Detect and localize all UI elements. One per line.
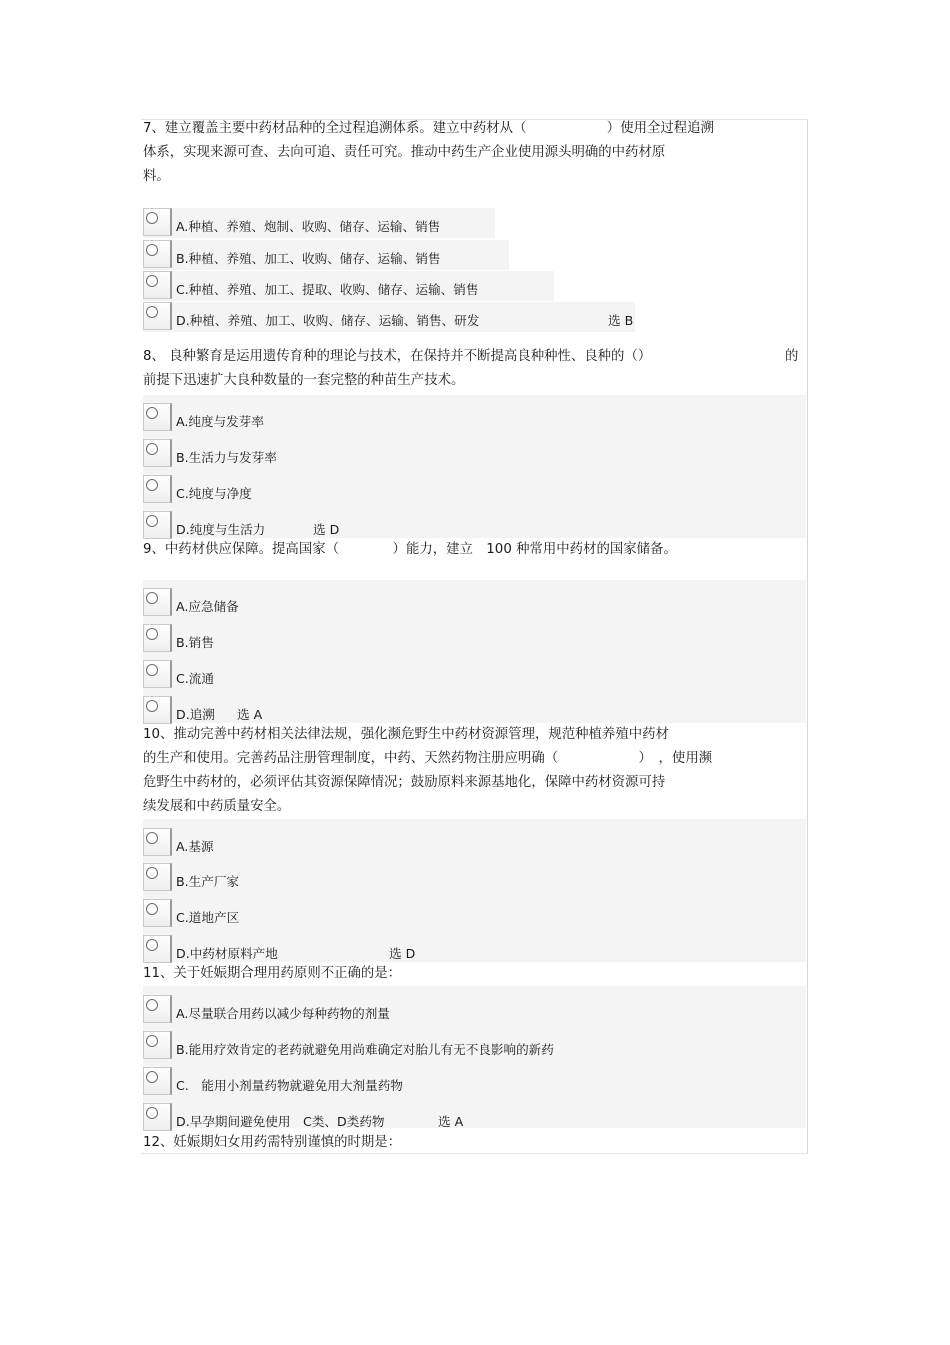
radio-button-icon[interactable] (143, 863, 172, 891)
option-label: C. 能用小剂量药物就避免用大剂量药物 (176, 1078, 403, 1093)
radio-button-icon[interactable] (143, 475, 172, 503)
question-line: 10、推动完善中药材相关法律法规，强化濒危野生中药材资源管理，规范种植养殖中药材 (143, 727, 669, 742)
option-label: C.种植、养殖、加工、提取、收购、储存、运输、销售 (176, 282, 479, 297)
answer-note: 选 A (438, 1114, 464, 1129)
question-line: 9、中药材供应保障。提高国家（ ）能力，建立 100 种常用中药材的国家储备。 (143, 542, 677, 557)
question-line: 续发展和中药质量安全。 (143, 799, 291, 814)
radio-button-icon[interactable] (143, 588, 172, 616)
radio-button-icon[interactable] (143, 208, 172, 236)
radio-button-icon[interactable] (143, 271, 172, 299)
option-label: B.销售 (176, 635, 214, 650)
question-10-text (143, 723, 712, 819)
radio-button-icon[interactable] (143, 624, 172, 652)
radio-button-icon[interactable] (143, 511, 172, 539)
question-line: 11、关于妊娠期合理用药原则不正确的是： (143, 966, 402, 981)
question-7-text (143, 117, 714, 189)
question-line: 料。 (143, 169, 170, 184)
option-label: B.生活力与发芽率 (176, 450, 277, 465)
question-8-text (143, 345, 651, 393)
option-label: D.种植、养殖、加工、收购、储存、运输、销售、研发 (176, 313, 480, 328)
option-label: B.种植、养殖、加工、收购、储存、运输、销售 (176, 251, 441, 266)
question-line: 的生产和使用。完善药品注册管理制度，中药、天然药物注册应明确（ ） ，使用濒 (143, 751, 713, 766)
option-label: A.种植、养殖、炮制、收购、储存、运输、销售 (176, 219, 441, 234)
option-label: D.追溯 (176, 707, 215, 722)
option-label: A.应急储备 (176, 599, 239, 614)
question-line: 7、建立覆盖主要中药材品种的全过程追溯体系。建立中药材从（ ）使用全过程追溯 (143, 121, 714, 136)
option-label: C.道地产区 (176, 910, 240, 925)
radio-button-icon[interactable] (143, 403, 172, 431)
question-line: 前提下迅速扩大良种数量的一套完整的种苗生产技术。 (143, 373, 465, 388)
answer-note: 选 B (608, 313, 634, 328)
option-label: A.尽量联合用药以减少每种药物的剂量 (176, 1006, 390, 1021)
option-label: D.纯度与生活力 (176, 522, 266, 537)
radio-button-icon[interactable] (143, 828, 172, 856)
option-label: A.基源 (176, 839, 214, 854)
radio-button-icon[interactable] (143, 439, 172, 467)
answer-note: 选 A (237, 707, 263, 722)
options-band (143, 819, 806, 962)
question-12-text (143, 1131, 401, 1155)
option-label: C.流通 (176, 671, 214, 686)
question-11-text (143, 962, 401, 986)
option-label: B.能用疗效肯定的老药就避免用尚难确定对胎儿有无不良影响的新药 (176, 1042, 554, 1057)
options-band (143, 580, 806, 723)
option-label: C.纯度与净度 (176, 486, 252, 501)
option-label: D.中药材原料产地 (176, 946, 278, 961)
option-label: A.纯度与发芽率 (176, 414, 264, 429)
option-label: D.早孕期间避免使用 C类、D类药物 (176, 1114, 385, 1129)
radio-button-icon[interactable] (143, 935, 172, 963)
radio-button-icon[interactable] (143, 1103, 172, 1131)
answer-note: 选 D (389, 946, 416, 961)
radio-button-icon[interactable] (143, 1067, 172, 1095)
radio-button-icon[interactable] (143, 660, 172, 688)
question-9-text (143, 538, 677, 562)
question-line: 12、妊娠期妇女用药需特别谨慎的时期是： (143, 1135, 402, 1150)
question-line-tail: 的 (785, 349, 799, 364)
question-line: 8、 良种繁育是运用遗传育种的理论与技术，在保持并不断提高良种种性、良种的（） (143, 349, 652, 364)
question-line: 危野生中药材的，必须评估其资源保障情况；鼓励原料来源基地化，保障中药材资源可持 (143, 775, 666, 790)
radio-button-icon[interactable] (143, 1031, 172, 1059)
radio-button-icon[interactable] (143, 302, 172, 330)
radio-button-icon[interactable] (143, 696, 172, 724)
answer-note: 选 D (313, 522, 340, 537)
radio-button-icon[interactable] (143, 899, 172, 927)
option-label: B.生产厂家 (176, 874, 240, 889)
question-line: 体系，实现来源可查、去向可追、责任可究。推动中药生产企业使用源头明确的中药材原 (143, 145, 666, 160)
radio-button-icon[interactable] (143, 240, 172, 268)
radio-button-icon[interactable] (143, 995, 172, 1023)
